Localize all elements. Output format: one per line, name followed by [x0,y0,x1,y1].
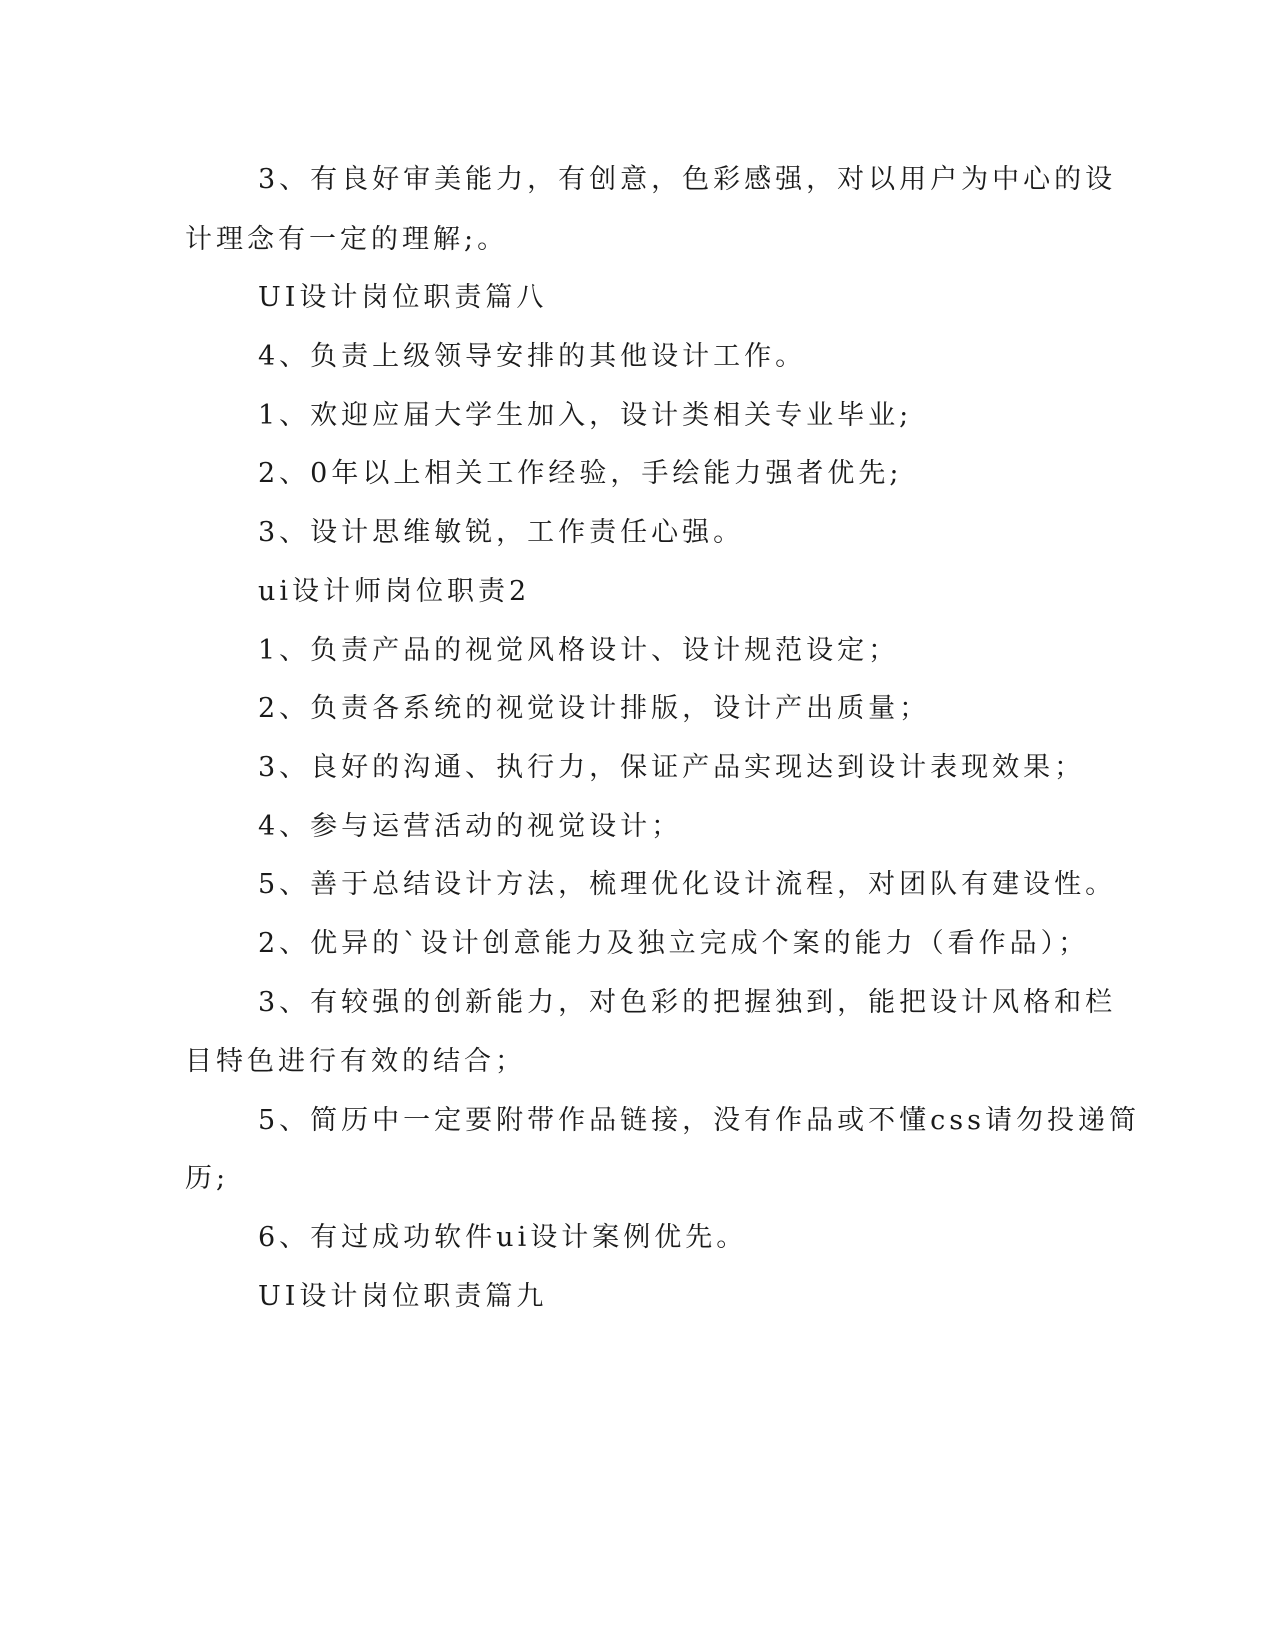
paragraph-line: 目特色进行有效的结合； [185,1046,526,1077]
list-item: 3、设计思维敏锐，工作责任心强。 [258,517,745,548]
section-heading: UI设计岗位职责篇九 [258,1281,548,1312]
list-item: 3、良好的沟通、执行力，保证产品实现达到设计表现效果； [258,752,1086,783]
list-item: 2、优异的`设计创意能力及独立完成个案的能力（看作品）； [258,928,1090,959]
list-item: 5、善于总结设计方法，梳理优化设计流程，对团队有建设性。 [258,869,1117,900]
list-item: 6、有过成功软件ui设计案例优先。 [258,1222,748,1253]
section-heading: UI设计岗位职责篇八 [258,282,548,313]
list-item: 1、欢迎应届大学生加入，设计类相关专业毕业; [258,400,913,431]
list-item: 2、负责各系统的视觉设计排版，设计产出质量； [258,693,931,724]
list-item: 5、简历中一定要附带作品链接，没有作品或不懂css请勿投递简 [258,1105,1141,1136]
list-item: 3、有较强的创新能力，对色彩的把握独到，能把设计风格和栏 [258,987,1117,1018]
paragraph-line: 历; [185,1163,230,1194]
paragraph-line: 计理念有一定的理解;。 [185,224,509,255]
list-item: 1、负责产品的视觉风格设计、设计规范设定； [258,635,900,666]
list-item: 4、负责上级领导安排的其他设计工作。 [258,341,807,372]
list-item: 2、0年以上相关工作经验，手绘能力强者优先; [258,458,903,489]
list-item: 4、参与运营活动的视觉设计； [258,811,683,842]
section-heading: ui设计师岗位职责2 [258,576,531,607]
paragraph-line: 3、有良好审美能力，有创意，色彩感强，对以用户为中心的设 [258,164,1117,195]
